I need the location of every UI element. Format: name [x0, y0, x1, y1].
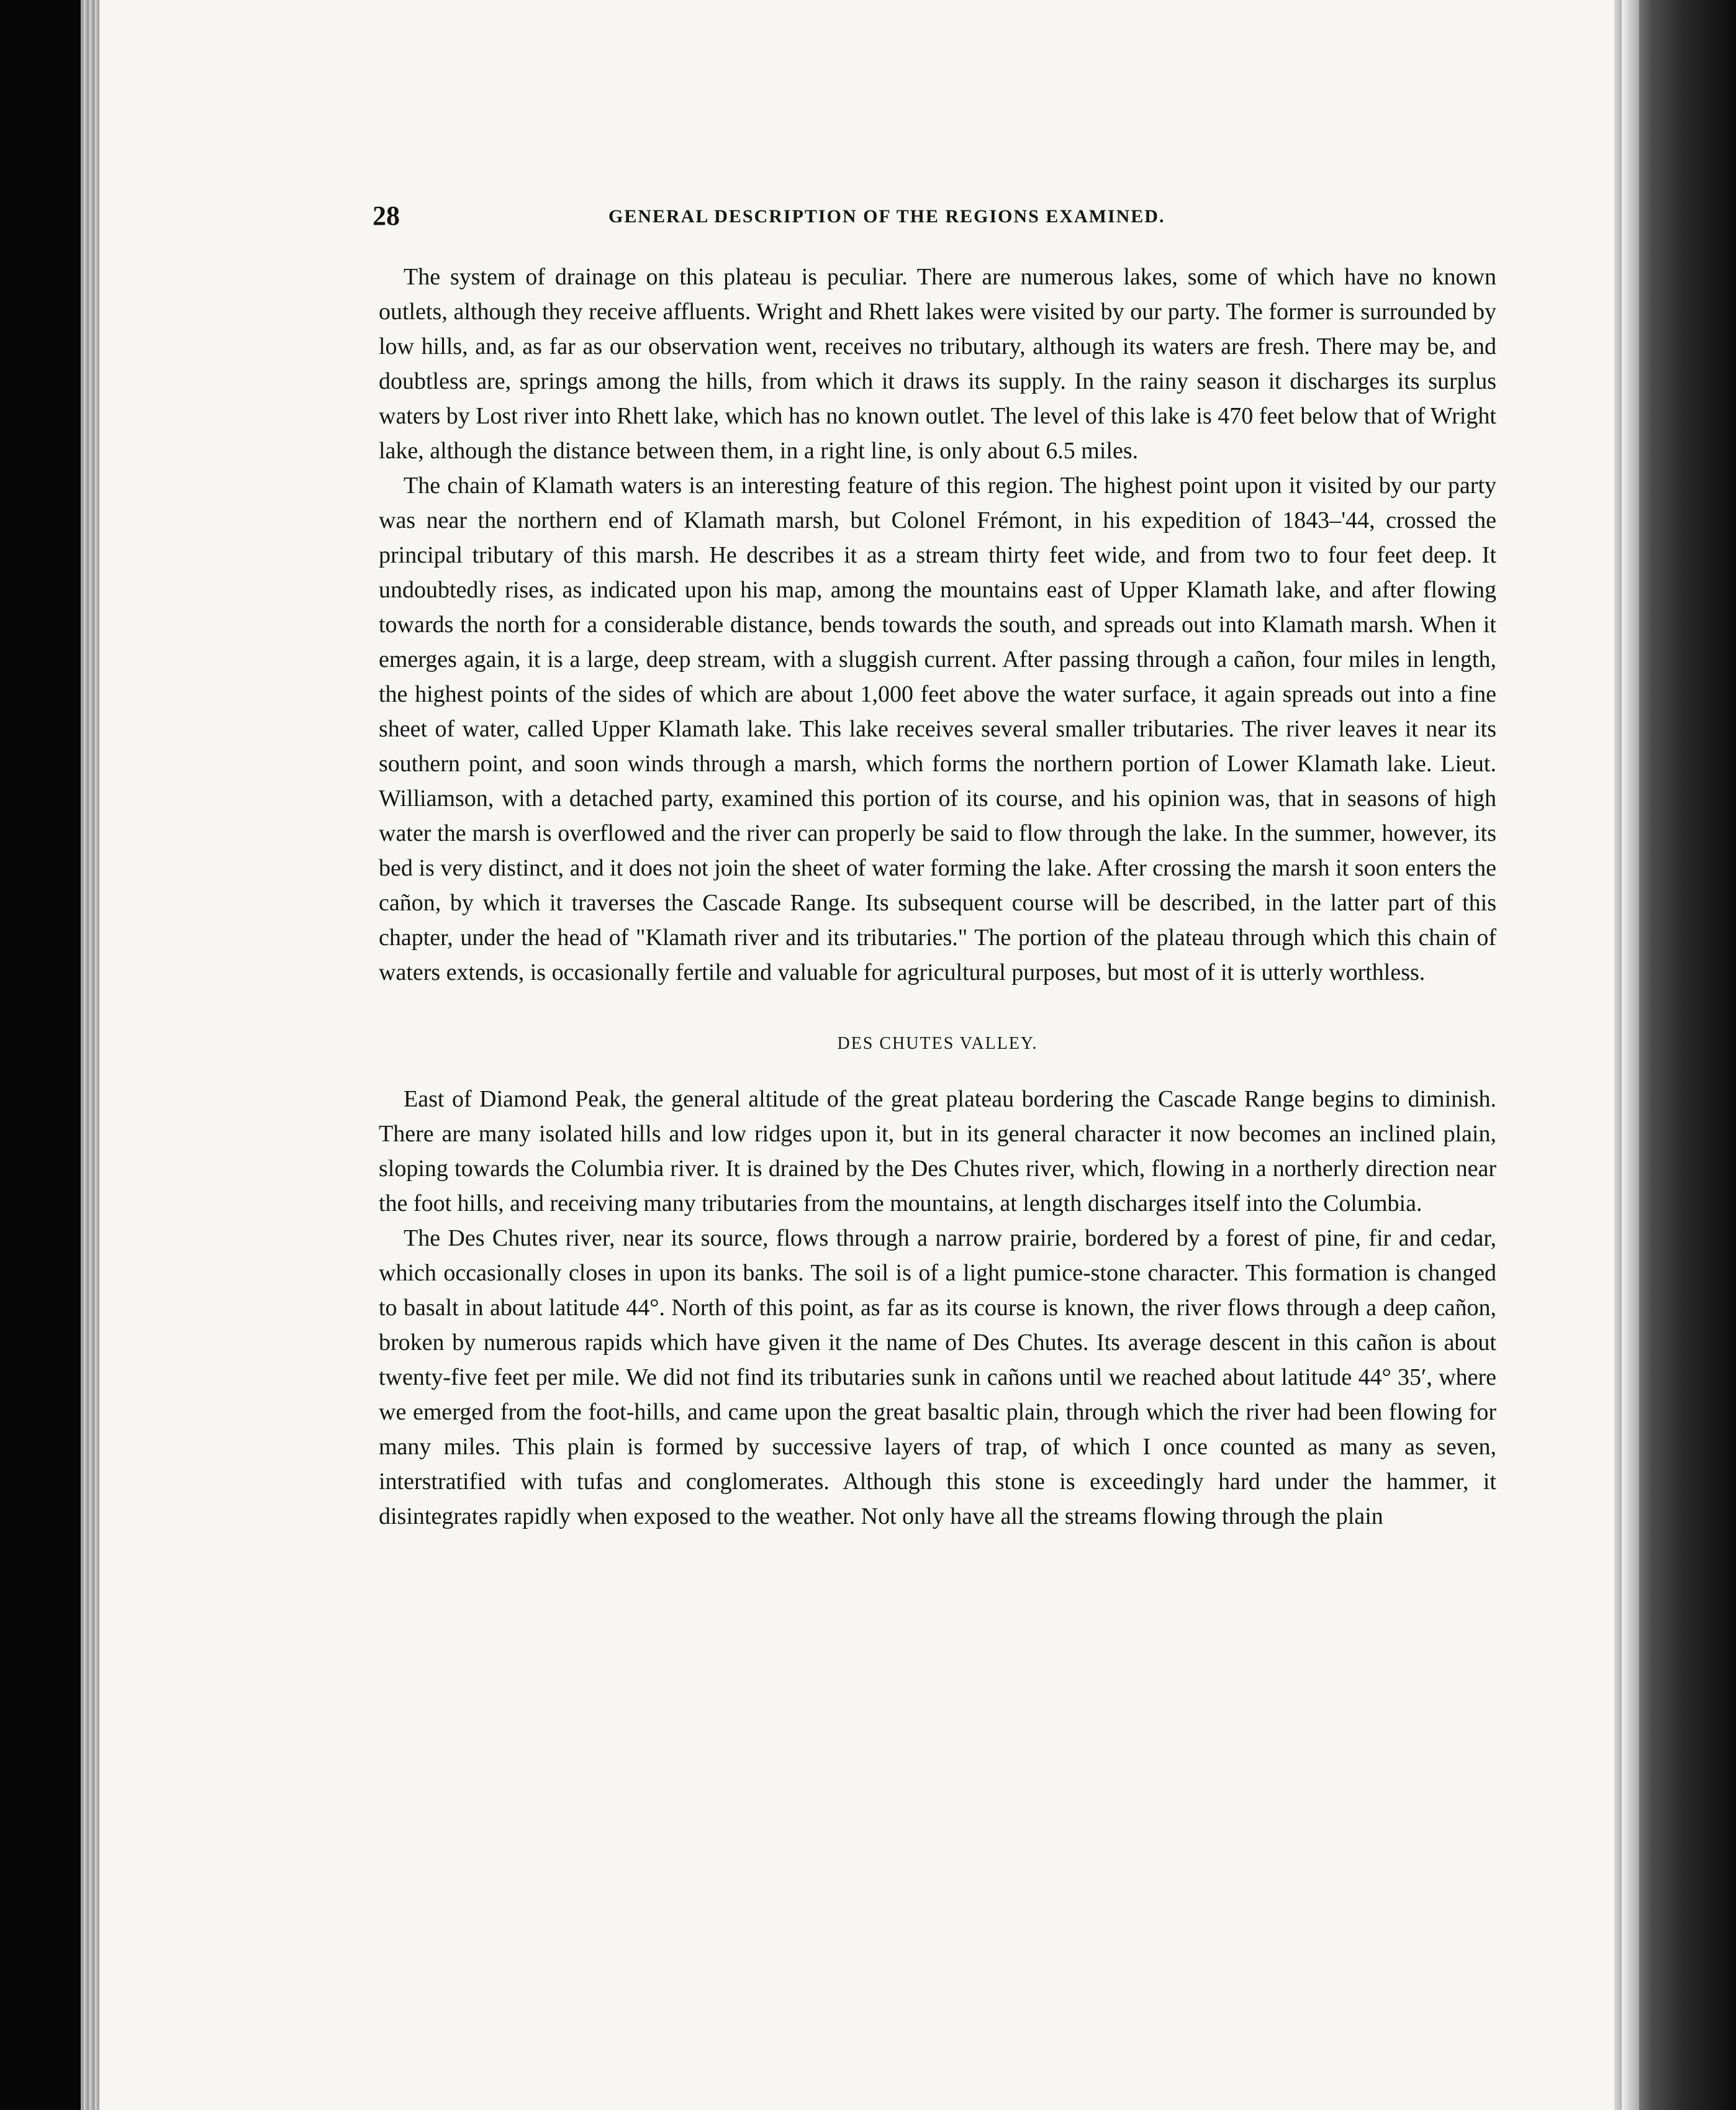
paragraph-des-chutes-river: The Des Chutes river, near its source, flows through a narrow prairie, bordered by a forest of pine, fir and cedar, which occasionally closes in upon its banks. The soil is of a light pumice-stone character. This formation is changed to basalt in about latitude 44°. North of this point, as far as its course is known, the river flows through a deep cañon, broken by numerous rapids which have given it the name of Des Chutes. Its average descent in this cañon is about twenty-five feet per mile. We did not find its tributaries sunk in cañons until we reached about latitude 44° 35′, where we emerged from the foot-hills, and came upon the great basaltic plain, through which the river had been flowing for many miles. This plain is formed by successive layers of trap, of which I once counted as many as seven, interstratified with tufas and conglomerates. Although this stone is exceedingly hard under the hammer, it disintegrates rapidly when exposed to the weather. Not only have all the streams flowing through the plain	[379, 1225, 1496, 1529]
running-head: GENERAL DESCRIPTION OF THE REGIONS EXAMINED.	[608, 206, 1165, 227]
paragraph-drainage: The system of drainage on this plateau is peculiar. There are numerous lakes, some of which have no known outlets, although they receive affluents. Wright and Rhett lakes were visited by our party. The former is surrounded by low hills, and, as far as our observation went, receives no tributary, although its waters are fresh. There may be, and doubtless are, springs among the hills, from which it draws its supply. In the rainy season it discharges its surplus waters by Lost river into Rhett lake, which has no known outlet. The level of this lake is 470 feet below that of Wright lake, although the distance between them, in a right line, is only about 6.5 miles.	[379, 264, 1496, 464]
paragraph-klamath: The chain of Klamath waters is an interesting feature of this region. The highest point upon it visited by our party was near the northern end of Klamath marsh, but Colonel Frémont, in his expedition of 1843–'44, crossed the principal tributary of this marsh. He describes it as a stream thirty feet wide, and from two to four feet deep. It undoubtedly rises, as indicated upon his map, among the mountains east of Upper Klamath lake, and after flowing towards the north for a considerable distance, bends towards the south, and spreads out into Klamath marsh. When it emerges again, it is a large, deep stream, with a sluggish current. After passing through a cañon, four miles in length, the highest points of the sides of which are about 1,000 feet above the water surface, it again spreads out into a fine sheet of water, called Upper Klamath lake. This lake receives several smaller tributaries. The river leaves it near its southern point, and soon winds through a marsh, which forms the northern portion of Lower Klamath lake. Lieut. Williamson, with a detached party, examined this portion of its course, and his opinion was, that in seasons of high water the marsh is overflowed and the river can properly be said to flow through the lake. In the summer, however, its bed is very distinct, and it does not join the sheet of water forming the lake. After crossing the marsh it soon enters the cañon, by which it traverses the Cascade Range. Its subsequent course will be described, in the latter part of this chapter, under the head of "Klamath river and its tributaries." The portion of the plateau through which this chain of waters extends, is occasionally fertile and valuable for agricultural purposes, but most of it is utterly worthless.	[379, 473, 1496, 985]
paragraph-des-chutes-intro: East of Diamond Peak, the general altitude of the great plateau bordering the Cascade Range begins to diminish. There are many isolated hills and low ridges upon it, but in its general character it now becomes an inclined plain, sloping towards the Columbia river. It is drained by the Des Chutes river, which, flowing in a northerly direction near the foot hills, and receiving many tributaries from the mountains, at length discharges itself into the Columbia.	[379, 1086, 1496, 1216]
page-number: 28	[373, 201, 400, 231]
page-header	[373, 200, 1540, 237]
section-heading: DES CHUTES VALLEY.	[837, 1034, 1038, 1053]
gutter-highlight	[1622, 0, 1639, 2110]
page-body	[379, 260, 1496, 1534]
